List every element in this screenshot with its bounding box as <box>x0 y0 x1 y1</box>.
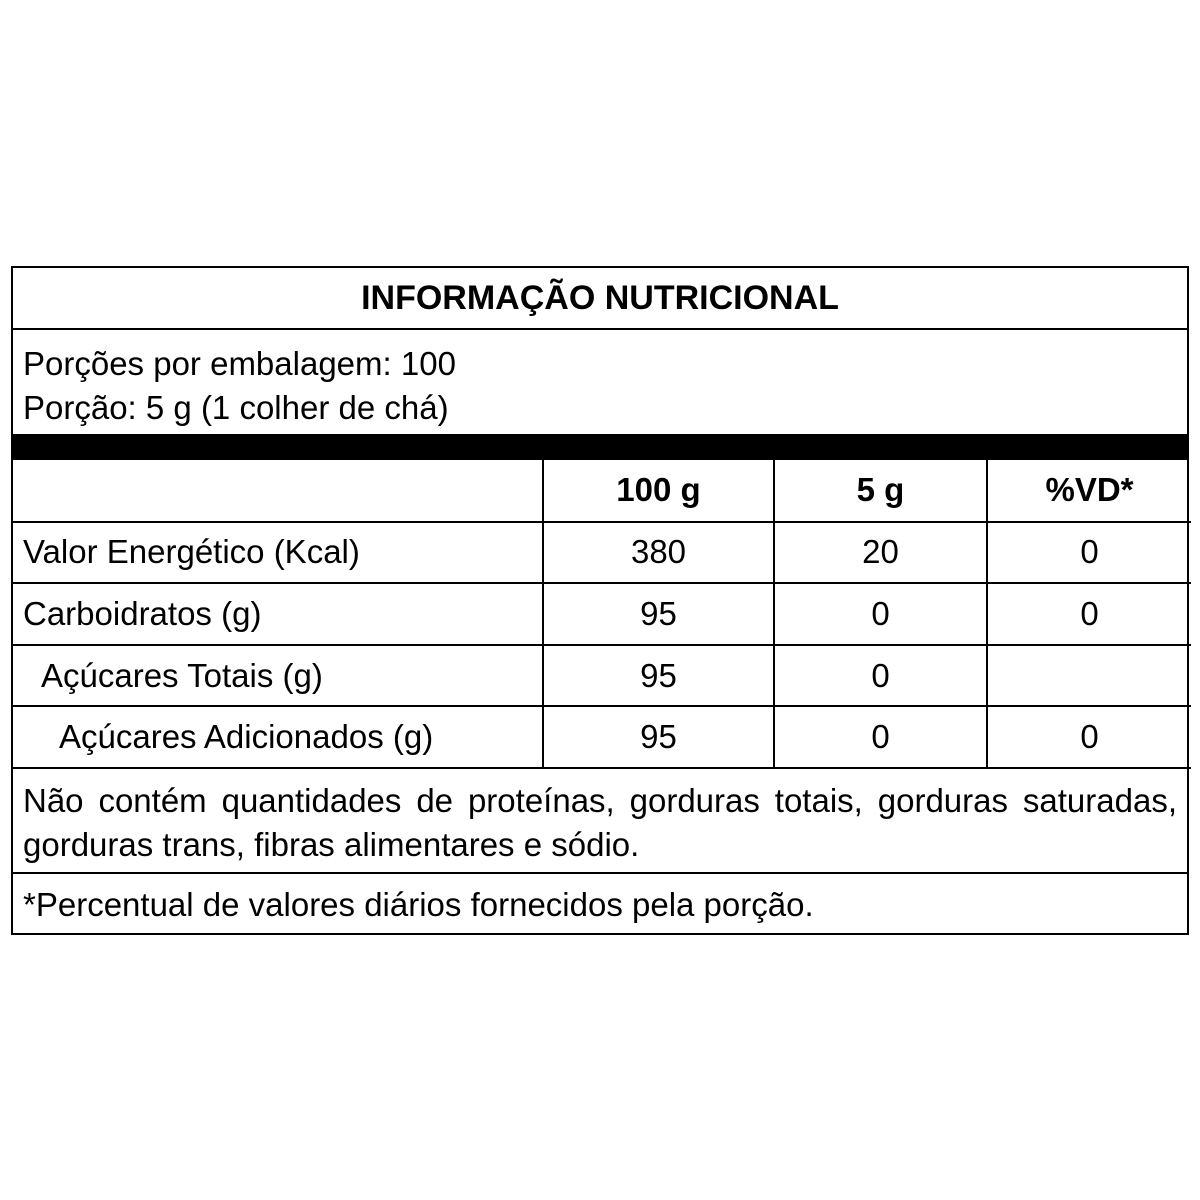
daily-value-footnote: *Percentual de valores diários fornecidos pela porção. <box>23 885 814 923</box>
value-portion: 0 <box>774 706 987 768</box>
value-vd: 0 <box>987 522 1191 584</box>
table-row <box>13 645 1191 707</box>
header-cell-empty <box>13 460 543 522</box>
value-vd: 0 <box>987 706 1191 768</box>
serving-info <box>13 330 1187 436</box>
header-cell-portion: 5 g <box>774 460 987 522</box>
value-vd: 0 <box>987 583 1191 645</box>
thick-divider <box>13 434 1187 460</box>
value-vd <box>987 645 1191 707</box>
table-header-row <box>13 460 1191 522</box>
value-portion: 20 <box>774 522 987 584</box>
value-portion: 0 <box>774 645 987 707</box>
value-100g: 95 <box>543 645 774 707</box>
nutrition-table <box>13 460 1191 769</box>
nutrient-label: Carboidratos (g) <box>13 583 543 645</box>
label-title: INFORMAÇÃO NUTRICIONAL <box>13 268 1187 330</box>
value-portion: 0 <box>774 583 987 645</box>
header-cell-100g: 100 g <box>543 460 774 522</box>
value-100g: 380 <box>543 522 774 584</box>
portion-size: Porção: 5 g (1 colher de chá) <box>23 389 449 426</box>
nutrient-label: Açúcares Totais (g) <box>13 645 543 707</box>
table-row <box>13 583 1191 645</box>
value-100g: 95 <box>543 583 774 645</box>
nutrient-label: Valor Energético (Kcal) <box>13 522 543 584</box>
not-contains-note: Não contém quantidades de proteínas, gorduras totais, gorduras saturadas, gorduras trans, fibras alimentares e sódio. <box>13 769 1187 874</box>
table-row <box>13 522 1191 584</box>
value-100g: 95 <box>543 706 774 768</box>
header-cell-vd: %VD* <box>987 460 1191 522</box>
nutrient-label: Açúcares Adicionados (g) <box>13 706 543 768</box>
servings-per-package: Porções por embalagem: 100 <box>23 345 456 382</box>
table-row <box>13 706 1191 768</box>
nutrition-facts-label <box>11 266 1189 935</box>
